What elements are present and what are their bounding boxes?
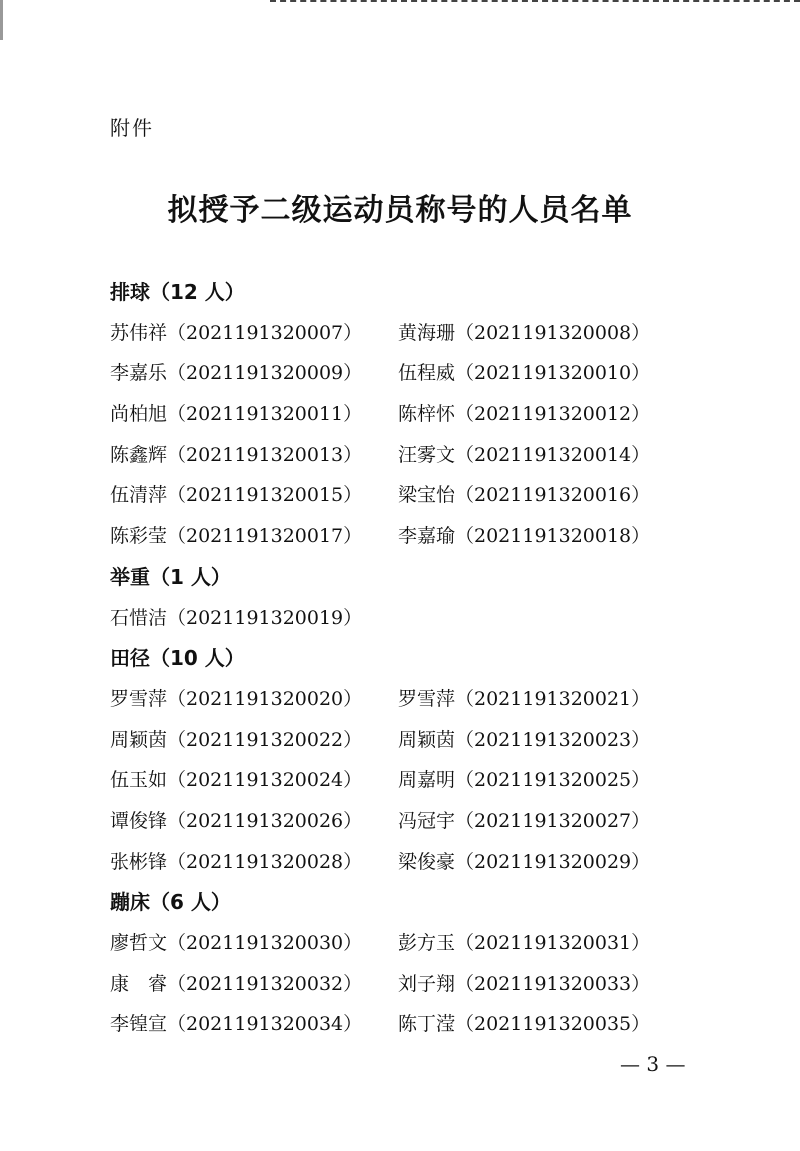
top-edge-rule bbox=[270, 0, 800, 2]
athlete-entry: 陈丁滢（2021191320035） bbox=[398, 1013, 651, 1036]
section-heading: 田径（10 人） bbox=[110, 646, 245, 671]
athlete-entry: 李嘉瑜（2021191320018） bbox=[398, 525, 651, 548]
athlete-entry: 谭俊锋（2021191320026） bbox=[110, 809, 363, 832]
athlete-entry: 周颖茵（2021191320023） bbox=[398, 728, 651, 751]
roster-row bbox=[110, 720, 670, 761]
roster-row bbox=[110, 760, 670, 801]
athlete-entry: 周颖茵（2021191320022） bbox=[110, 728, 363, 751]
roster-row bbox=[110, 435, 670, 476]
left-edge-mark bbox=[0, 0, 3, 40]
athlete-entry: 陈梓怀（2021191320012） bbox=[398, 403, 651, 426]
athlete-entry: 李锽宣（2021191320034） bbox=[110, 1013, 363, 1036]
section-heading: 举重（1 人） bbox=[110, 564, 231, 589]
athlete-entry: 康 睿（2021191320032） bbox=[110, 972, 363, 995]
athlete-entry: 黄海珊（2021191320008） bbox=[398, 321, 651, 344]
roster-row bbox=[110, 313, 670, 354]
athlete-entry: 冯冠宇（2021191320027） bbox=[398, 809, 651, 832]
athlete-list bbox=[110, 272, 670, 1045]
section-heading: 排球（12 人） bbox=[110, 280, 245, 304]
athlete-entry: 周嘉明（2021191320025） bbox=[398, 769, 651, 792]
roster-row bbox=[110, 964, 670, 1005]
roster-row bbox=[110, 679, 670, 720]
roster-row bbox=[110, 475, 670, 516]
athlete-entry: 伍清萍（2021191320015） bbox=[110, 484, 363, 507]
athlete-entry: 陈鑫辉（2021191320013） bbox=[110, 443, 363, 466]
athlete-entry: 梁俊豪（2021191320029） bbox=[398, 850, 651, 873]
athlete-entry: 廖哲文（2021191320030） bbox=[110, 932, 363, 954]
section-heading: 蹦床（6 人） bbox=[110, 890, 231, 915]
athlete-entry: 石惜洁（2021191320019） bbox=[110, 606, 363, 629]
athlete-entry: 李嘉乐（2021191320009） bbox=[110, 362, 363, 385]
athlete-entry: 罗雪萍（2021191320021） bbox=[398, 687, 651, 710]
athlete-entry: 刘子翔（2021191320033） bbox=[398, 972, 651, 995]
athlete-entry: 汪雾文（2021191320014） bbox=[398, 443, 651, 466]
athlete-entry: 陈彩莹（2021191320017） bbox=[110, 525, 363, 548]
athlete-entry: 张彬锋（2021191320028） bbox=[110, 850, 363, 873]
roster-row bbox=[110, 923, 670, 964]
athlete-entry: 罗雪萍（2021191320020） bbox=[110, 687, 363, 710]
roster-row bbox=[110, 516, 670, 557]
athlete-entry: 尚柏旭（2021191320011） bbox=[110, 403, 363, 426]
athlete-entry: 伍玉如（2021191320024） bbox=[110, 769, 363, 792]
roster-row bbox=[110, 394, 670, 435]
athlete-entry: 梁宝怡（2021191320016） bbox=[398, 484, 651, 507]
roster-row bbox=[110, 598, 670, 639]
page-number: — 3 — bbox=[620, 1052, 686, 1076]
roster-row bbox=[110, 1004, 670, 1045]
athlete-entry: 苏伟祥（2021191320007） bbox=[110, 321, 363, 344]
roster-row bbox=[110, 842, 670, 883]
athlete-entry: 伍程威（2021191320010） bbox=[398, 362, 651, 385]
document-title: 拟授予二级运动员称号的人员名单 bbox=[167, 193, 633, 228]
athlete-entry: 彭方玉（2021191320031） bbox=[398, 932, 651, 954]
roster-row bbox=[110, 353, 670, 394]
attachment-label: 附件 bbox=[110, 116, 154, 140]
roster-row bbox=[110, 801, 670, 842]
